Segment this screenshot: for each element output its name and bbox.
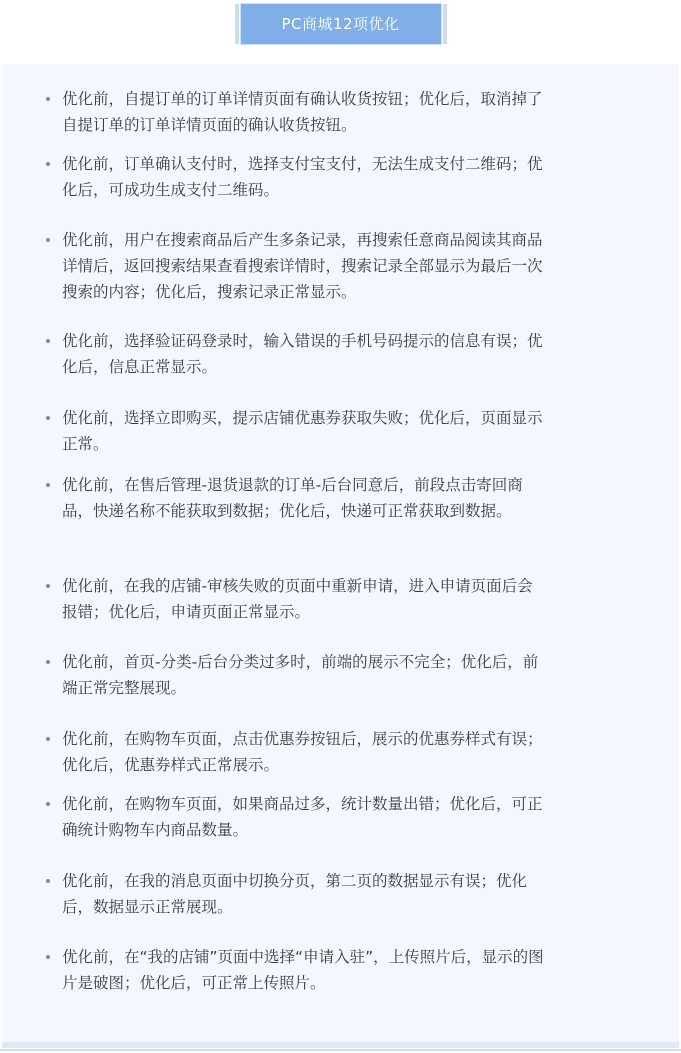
list-item	[46, 227, 546, 305]
list-item	[46, 405, 546, 457]
list-item-text: 优化前，在售后管理-退货退款的订单-后台同意后，前段点击寄回商品，快递名称不能获取到数据；优化后，快递可正常获取到数据。	[62, 476, 523, 520]
list-item	[46, 944, 546, 996]
panel-bottom-band	[2, 1042, 679, 1048]
list-item-text: 优化前，在购物车页面，如果商品过多，统计数量出错；优化后，可正确统计购物车内商品数量。	[62, 795, 543, 839]
bullet-icon	[46, 483, 50, 487]
list-item-text: 优化前，选择验证码登录时，输入错误的手机号码提示的信息有误；优化后，信息正常显示。	[62, 332, 543, 376]
bullet-icon	[46, 802, 50, 806]
list-item	[46, 86, 546, 138]
list-item	[46, 151, 546, 203]
optimization-panel	[2, 64, 679, 1042]
bullet-icon	[46, 955, 50, 959]
list-item	[46, 328, 546, 380]
bullet-icon	[46, 416, 50, 420]
page-title: PC商城12项优化	[241, 4, 441, 44]
bullet-icon	[46, 584, 50, 588]
list-item	[46, 573, 546, 625]
list-item-text: 优化前，在“我的店铺”页面中选择“申请入驻”，上传照片后，显示的图片是破图；优化后，可正常上传照片。	[62, 948, 544, 992]
list-item	[46, 472, 546, 524]
header	[0, 4, 681, 44]
list-item-text: 优化前，自提订单的订单详情页面有确认收货按钮；优化后，取消掉了自提订单的订单详情页面的确认收货按钮。	[62, 90, 543, 134]
panel-bottom-line	[0, 1049, 681, 1051]
bullet-icon	[46, 660, 50, 664]
bullet-icon	[46, 162, 50, 166]
list-item-text: 优化前，用户在搜索商品后产生多条记录，再搜索任意商品阅读其商品详情后，返回搜索结果查看搜索详情时，搜索记录全部显示为最后一次搜索的内容；优化后，搜索记录正常显示。	[62, 231, 543, 301]
bullet-icon	[46, 238, 50, 242]
bullet-icon	[46, 879, 50, 883]
list-item-text: 优化前，在我的店铺-审核失败的页面中重新申请，进入申请页面后会报错；优化后，申请页面正常显示。	[62, 577, 533, 621]
list-item-text: 优化前，在我的消息页面中切换分页，第二页的数据显示有误；优化后，数据显示正常展现。	[62, 872, 528, 916]
list-item-text: 优化前，首页-分类-后台分类过多时，前端的展示不完全；优化后，前端正常完整展现。	[62, 653, 539, 697]
list-item-text: 优化前，在购物车页面，点击优惠券按钮后，展示的优惠券样式有误；优化后，优惠券样式正常展示。	[62, 730, 543, 774]
bullet-icon	[46, 339, 50, 343]
list-item-text: 优化前，选择立即购买，提示店铺优惠券获取失败；优化后，页面显示正常。	[62, 409, 543, 453]
list-item	[46, 791, 546, 843]
bullet-icon	[46, 737, 50, 741]
list-item	[46, 726, 546, 778]
list-item	[46, 868, 546, 920]
list-item	[46, 649, 546, 701]
optimization-list	[2, 64, 679, 1042]
bullet-icon	[46, 97, 50, 101]
list-item-text: 优化前，订单确认支付时，选择支付宝支付，无法生成支付二维码；优化后，可成功生成支付二维码。	[62, 155, 543, 199]
